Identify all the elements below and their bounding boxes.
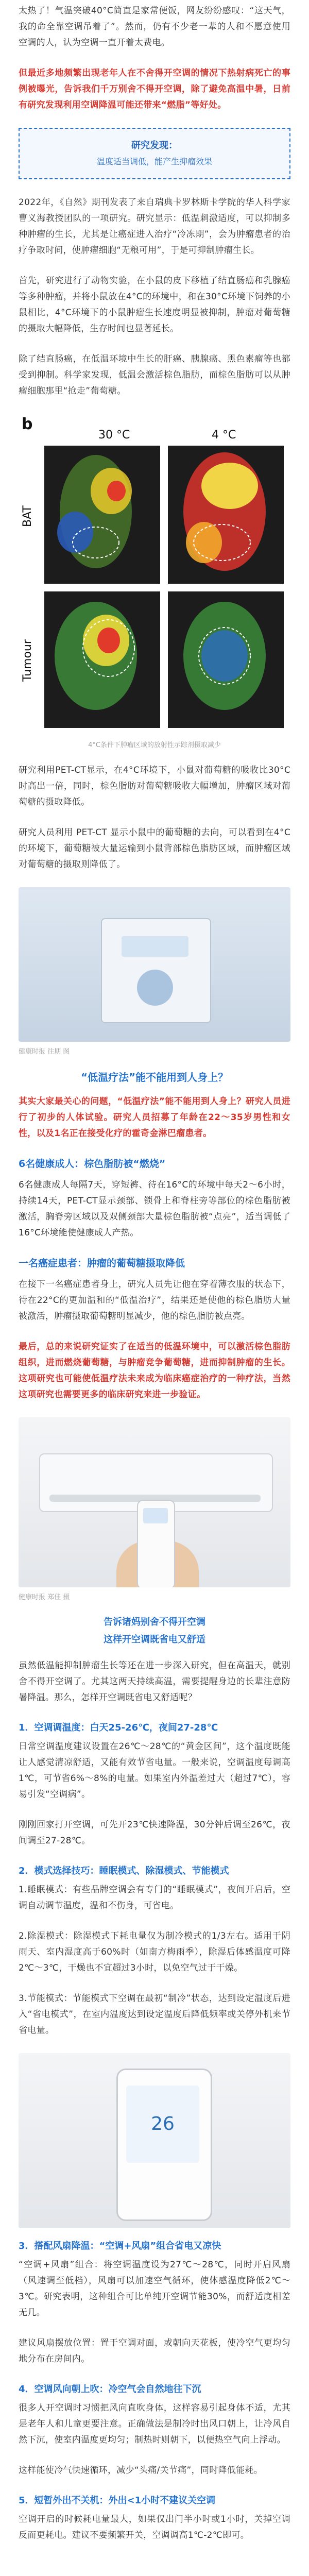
- trial-paragraph-3: 在接下一名癌症患者身上，研究人员先让他在穿着薄衣服的状态下，待在22°C的更加温和的“低温治疗”，结果还是使他的棕色脂肪大量被激活，肿瘤摄取葡萄糖明显减少，他的棕色脂肪被点亮。: [19, 1279, 290, 1321]
- tip-4-heading: 4．空调风向朝上吹：冷空气会自然地往下沉: [19, 2384, 201, 2395]
- section-pet-results: [0, 762, 309, 873]
- tip-5-paragraph-1: 空调开启的时候耗电量最大，如果仅出门半小时或1小时，关掉空调反而更耗电。建议不要频繁开关，空调调高1℃-2℃即可。: [19, 2514, 290, 2540]
- callout-title: 研究发现：: [131, 140, 178, 151]
- section-human-trial: [0, 1094, 309, 1403]
- intro-paragraph-2: 但最近多地频繁出现老年人在不舍得开空调的情况下热射病死亡的事例被曝光，告诉我们千万别舍不得开空调，除了避免高温中暑，日前有研究发现利用空调降温可能还带来“燃脂”等好处。: [19, 68, 290, 110]
- callout-body: 温度适当调低，能产生抑瘤效果: [96, 157, 212, 166]
- trial-paragraph-4: 最后，总的来说研究证实了在适当的低温环境中，可以激活棕色脂肪组织，进而燃烧葡萄糖，与肿瘤竞争葡萄糖，进而抑制肿瘤的生长。这项研究也可能使低温疗法未来成为临床癌症治疗的一种疗法，当然这项研究也需要更多的临床研究来进一步验证。: [19, 1342, 290, 1400]
- tip-2-heading: 2．模式选择技巧：睡眠模式、除湿模式、节能模式: [19, 1866, 229, 1876]
- section-research: [0, 195, 309, 399]
- tip-1-paragraph-2: 刚刚回家打开空调，可先开23℃快速降温，30分钟后调至26℃，夜间调至27-28℃。: [19, 1820, 290, 1846]
- section-more-tips: [0, 2239, 309, 2544]
- tip-3-paragraph-2: 建议风扇摆放位置：置于空调对面，或朝向天花板，使冷空气更均匀地分布在房间内。: [19, 2338, 290, 2364]
- tip-4-paragraph-2: 这样能使冷气快速循环，减少“头痛/关节痛”，同时降低能耗。: [19, 2465, 263, 2476]
- intro: [0, 0, 309, 113]
- callout-box: [19, 128, 290, 179]
- tip-1-paragraph-1: 日常空调温度建议设置在26℃～28℃的“黄金区间”，这个温度既能让人感觉清凉舒适，又能有效节省电量。一般来说，空调温度每调高1℃，可节省6%～8%的电量。如果室内外温差过大（超过7℃），容易引发“空调病”。: [19, 1741, 290, 1800]
- tip-3-paragraph-1: “空调+风扇”组合：将空调温度设为27℃～28℃，同时开启风扇（风速调至低档），风扇可以加速空气循环，使体感温度降低2℃～3℃。研究表明，这种组合可比单纯开空调节能30%，而舒适度相差无几。: [19, 2260, 290, 2318]
- mode-sleep: 1.睡眠模式：有些品牌空调会有专门的“睡眠模式”，夜间开启后，空调自动调节温度，温和不伤身，可省电。: [19, 1885, 290, 1911]
- photo-source-2: 健康时报 郑佳 摄: [19, 1594, 70, 1601]
- thermostat-device: [116, 2069, 212, 2221]
- section-tips: [0, 1658, 309, 2039]
- research-paragraph-2: 首先，研究进行了动物实验，在小鼠的皮下移植了结直肠癌和乳腺癌等多种肿瘤，并将小鼠放在4°C的环境中，和在30°C环境下饲养的小鼠相比，4°C环境下的小鼠肿瘤生长速度明显被抑制，肿瘤对葡萄糖的摄取大幅降低，生存时间也显著延长。: [19, 276, 290, 334]
- mode-eco: 3.节能模式：节能模式下空调在最初“制冷”状态，达到设定温度后进入“省电模式”，在室内温度达到设定温度后降低频率或关停外机来节省电量。: [19, 1993, 290, 2036]
- remote-control: [137, 1500, 175, 1587]
- figure-caption: 4°C条件下肿瘤区域的放射性示踪剂摄取减少: [88, 741, 221, 749]
- callout-findings: [0, 128, 309, 179]
- trial-paragraph-1: 其实大家最关心的问题，“低温疗法”能不能用到人身上？研究人员进行了初步的人体试验。研究人员招募了年龄在22～35岁男性和女性，以及1名正在接受化疗的霍奇金淋巴瘤患者。: [19, 1096, 290, 1139]
- tip-4-paragraph-1: 很多人开空调时习惯把风向直吹身体，这样容易引起身体不适，尤其是老年人和儿童更要注意。正确做法是制冷时出风口朝上，让冷风自然下沉，使室内温度更均匀；制热时则朝下，以便热空气向上浮动。: [19, 2403, 290, 2445]
- photo-source-1: 健康时报 往期 图: [19, 1048, 70, 1056]
- pet-figure: [0, 414, 309, 749]
- tips-heading-line-2: 这样开空调既省电又舒适: [104, 1634, 205, 1645]
- row-label-tumour: Tumour: [21, 639, 34, 682]
- trial-heading-1: 6名健康成人：棕色脂肪被“燃烧”: [19, 1158, 166, 1170]
- q-section: [0, 1069, 309, 1086]
- tip-1-heading: 1．空调调温度：白天25-26℃，夜间27-28℃: [19, 1722, 218, 1733]
- pet-figure-panel: [19, 414, 290, 735]
- research-paragraph-3: 除了结直肠癌，在低温环境中生长的肝癌、胰腺癌、黑色素瘤等也都受到抑制。科学家发现，低温会激活棕色脂肪，而棕色脂肪可以从肿瘤细胞那里“抢走”葡萄糖。: [19, 354, 290, 396]
- column-label-4c: 4 °C: [212, 429, 236, 442]
- tips-heading-line-1: 告诉诸妈别舍不得开空调: [104, 1617, 205, 1628]
- column-label-30c: 30 °C: [98, 429, 130, 442]
- pet-scan-image: [19, 414, 290, 733]
- figure-panel-label: b: [22, 415, 33, 433]
- research-paragraph-1: 2022年，《自然》期刊发表了来自瑞典卡罗林斯卡学院的华人科学家曹义海教授团队的一项研究。研究显示：低温刺激适度，可以抑制多种肿瘤的生长，尤其是让癌症进入治疗“冷冻期”，会为肿瘤患者的治疗争取时间，使肿瘤细胞“无粮可用”，于是可抑制肿瘤生长。: [19, 197, 290, 256]
- thermostat-display: 26: [126, 2086, 199, 2163]
- intro-paragraph-1: 太热了！气温突破40°C简直是家常便饭，网友纷纷感叹：“这天气，我的命全靠空调吊着了”。然而，仍有不少老一辈的人和不愿意使用空调的人，认为空调一直开着太费电。: [19, 6, 290, 48]
- thermostat-photo: [19, 2053, 290, 2228]
- trial-heading-2: 一名癌症患者：肿瘤的葡萄糖摄取降低: [19, 1258, 185, 1269]
- tips-intro: 虽然低温能抑制肿瘤生长等还在进一步深入研究，但在高温天，就别舍不得开空调了。尤其这两天持续高温，需要提醒身边的长辈注意防暑降温。那么，怎样开空调既省电又舒适呢？: [19, 1660, 290, 1703]
- row-label-bat: BAT: [21, 505, 34, 527]
- trial-paragraph-2: 6名健康成人每隔7天，穿短裤、待在16°C的环境中每天2～6小时，持续14天，PET-CT显示颈部、锁骨上和脊柱旁等部位的棕色脂肪被激活，胸脊旁区域以及双侧颈部大量棕色脂肪被“点亮”，适当调低了16°C环境能使健康成人产热。: [19, 1180, 290, 1238]
- mode-dehumidify: 2.除湿模式：除湿模式下耗电量仅为制冷模式的1/3左右。适用于阴雨天、室内湿度高于60%时（如南方梅雨季），除湿后体感温度可降2℃～3℃，干燥也不宜超过3小时，以免空气过于干燥。: [19, 1931, 290, 1973]
- tip-3-heading: 3．搭配风扇降温：“空调+风扇”组合省电又凉快: [19, 2241, 221, 2251]
- air-conditioner-photo: [19, 1417, 290, 1587]
- cold-room-photo: [19, 887, 290, 1042]
- tip-5-heading: 5．短暂外出不关机：外出<1小时不建议关空调: [19, 2495, 216, 2506]
- pet-paragraph-2: 研究人员利用 PET-CT 显示小鼠中的葡萄糖的去向，可以看到在4°C的环境下，葡萄糖被大量运输到小鼠背部棕色脂肪区域，而肿瘤区域对葡萄糖的摄取则降低了。: [19, 827, 290, 870]
- tips-heading-section: [0, 1615, 309, 1648]
- pet-paragraph-1: 研究利用PET-CT显示，在4°C环境下，小鼠对葡萄糖的吸收比30°C时高出一倍，同时，棕色脂肪对葡萄糖吸收大幅增加，肿瘤区域对葡萄糖的摄取降低。: [19, 765, 290, 807]
- question-heading: “低温疗法”能不能用到人身上？: [80, 1071, 229, 1083]
